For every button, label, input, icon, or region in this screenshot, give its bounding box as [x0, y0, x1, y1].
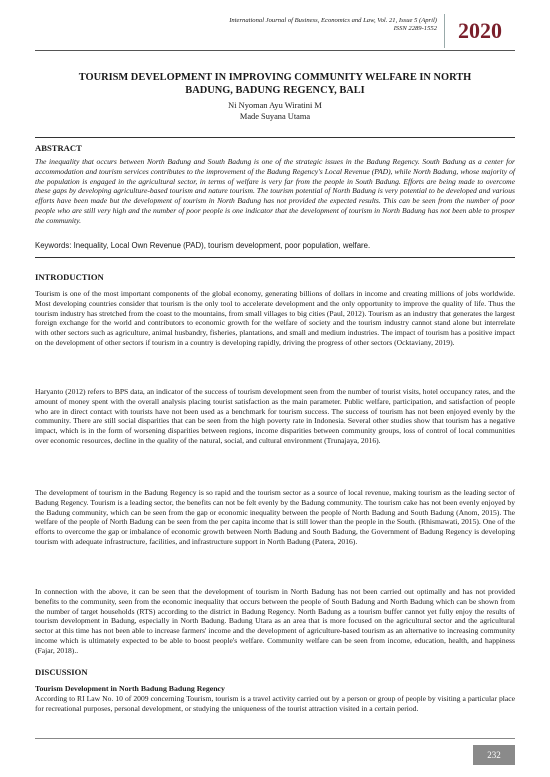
intro-paragraph-1: Tourism is one of the most important components of the global economy, generating billions of dollars in income and creating millions of jobs worldwide. Most developing countries consider that tourism is the only tool to accelerate development and the only opportunity to improve the quality of life. Thus the tourism industry has stretched from the coast to the mountains, from small villages to big cities (Paul, 2012). Tourism as an industry that generates the largest foreign exchange for the world and contributors to economic growth for the welfare of society and the tourism industry cannot stand alone but interrelate with other sectors such as agriculture, animal husbandry, fisheries, plantations, and small and medium industries. The impact of tourism has a positive impact on the development of other sectors if tourism in a country is developing rapidly, driving the progress of other sectors (Ocktaviany, 2019). [35, 289, 515, 347]
keywords-line: Keywords: Inequality, Local Own Revenue (PAD), tourism development, poor population, welfare. [35, 241, 371, 250]
abstract-top-divider [35, 137, 515, 138]
author-list [35, 101, 515, 122]
footer-divider [35, 738, 515, 739]
discussion-paragraph: According to RI Law No. 10 of 2009 concerning Tourism, tourism is a travel activity carried out by a person or group of people by visiting a particular place for recreational purposes, personal development, or studying the uniqueness of the tourist attraction visited in a certain period. [35, 694, 515, 713]
author-name: Made Suyana Utama [239, 111, 311, 121]
discussion-subheading: Tourism Development in North Badung Badung Regency [35, 684, 225, 693]
page-number: 232 [473, 745, 515, 765]
intro-paragraph-3: The development of tourism in the Badung Regency is so rapid and the tourism sector as a source of local revenue, making tourism as the leading sector of Badung Regency. Tourism is a leading sector, the benefits can not be felt evenly by the Badung community. The tourism cake has not been evenly enjoyed by the Badung community, which can be seen from the gap or economic inequality between the people of North Badung and South Badung (Anom, 2015). The welfare of the people of North Badung can be seen from the per capita income that is still lower than the people in the South. (Rhismawati, 2015). One of the efforts to overcome the gap or imbalance of economic growth between North Badung and South Badung, the Government of Badung Regency is developing tourism with adequate infrastructure, facilities, and infrastructure support in North Badung (Patera, 2016). [35, 488, 515, 546]
author-name: Ni Nyoman Ayu Wiratini M [228, 101, 322, 110]
abstract-heading: ABSTRACT [35, 143, 82, 153]
abstract-text: The inequality that occurs between North Badung and South Badung is one of the strategic issues in the Badung Regency. South Badung as a center for accommodation and tourism services contributes to the improvement of the Badung Regency's Local Revenue (PAD), while North Badung, whose majority of the population is engaged in the agricultural sector, in terms of welfare is very far from the people in South Badung. Efforts are being made to overcome these gaps by developing agriculture-based tourism and nature tourism. The tourism potential of North Badung is very potential to be developed and various efforts have been made but the development of tourism in North Badung has not provided the expected results. This can be seen from the number of poor people who are still very high and the number of poor people is one indicator that the development of tourism in North Badung has not been able to prosper the community. [35, 157, 515, 225]
discussion-heading: DISCUSSION [35, 667, 88, 677]
intro-paragraph-4: In connection with the above, it can be seen that the development of tourism in North Badung has not been carried out optimally and has not provided benefits to the community, seen from the economic inequality that occurs between the people of South Badung and North Badung which can be shown from the number of target households (RTS) according to the district in Badung Regency. North Badung as a tourism buffer cannot yet fully enjoy the results of tourism development in Badung, especially in North Badung. Badung Utara as an area that is more focused on the agricultural sector and the agricultural sector at this time has not been able to increase farmers' income and the development of agriculture-based tourism as an alternative to increasing community income which is ultimately expected to be able to boost people's welfare. Community welfare can be seen from income, education, health, and happiness (Fajar, 2018).. [35, 587, 515, 655]
journal-citation: International Journal of Business, Economics and Law, Vol. 21, Issue 5 (April) [229, 17, 437, 24]
paper-title: TOURISM DEVELOPMENT IN IMPROVING COMMUNITY WELFARE IN NORTH BADUNG, BADUNG REGENCY, BALI [78, 72, 472, 96]
header-divider [35, 50, 515, 51]
introduction-heading: INTRODUCTION [35, 272, 104, 282]
journal-header [35, 14, 515, 48]
journal-issn: ISSN 2289-1552 [393, 25, 437, 32]
publication-year: 2020 [444, 14, 515, 48]
abstract-bottom-divider [35, 257, 515, 258]
intro-paragraph-2: Haryanto (2012) refers to BPS data, an indicator of the success of tourism development seen from the number of tourist visits, hotel occupancy rates, and the amount of money spent with the overall analysis placing tourist satisfaction as the main parameter. Public welfare, participation, and satisfaction of people who are in direct contact with tourists have not been used as a benchmark for tourism success. The success of tourism has not been enjoyed evenly by the community. There are still social disparities that can be seen from the high poverty rate in Indonesia. Several other studies show that tourism has a negative impact, which is in the form of worsening disparities between regions, income disparities between community groups, loss of control of local communities over economic resources, decline in the quality of the natural, social, and cultural environment (Trunajaya, 2016). [35, 387, 515, 445]
